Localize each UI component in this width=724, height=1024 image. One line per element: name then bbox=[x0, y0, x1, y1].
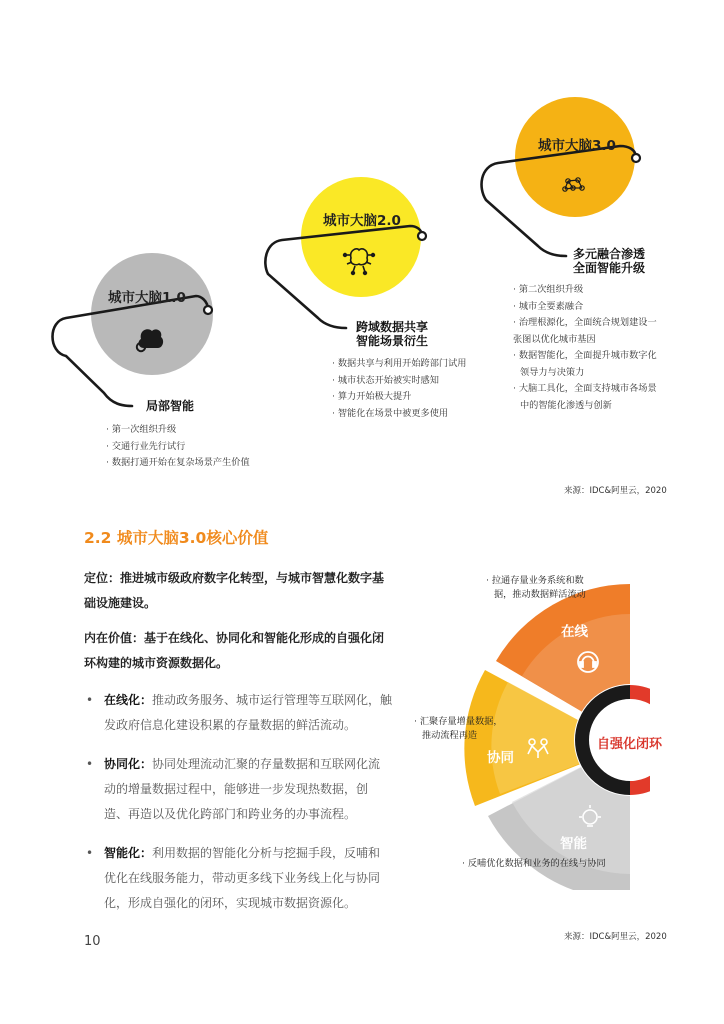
center-label: 自强化闭环 bbox=[597, 737, 663, 752]
list-item-intelligence: • 智能化：利用数据的智能化分析与挖掘手段，反哺和 优化在线服务能力，带动更多线下业务线上化与协同 化，形成自强化的闭环，实现城市数据资源化。 bbox=[86, 841, 416, 916]
list-item: 领导力与决策力 bbox=[520, 366, 585, 378]
figure-2-source: 来源：IDC&阿里云，2020 bbox=[564, 932, 667, 942]
list-item: · 治理根源化，全面统合规划建设一 bbox=[513, 315, 657, 332]
list-item: · 第二次组织升级 bbox=[513, 282, 657, 299]
page-number: 10 bbox=[84, 934, 101, 949]
note-collab: · 汇聚存量增量数据， 推动流程再造 bbox=[414, 716, 503, 741]
list-item: · 交通行业先行试行 bbox=[106, 439, 250, 456]
segment-intel-label: 智能 bbox=[560, 836, 587, 852]
bubble-3-title: 城市大脑3.0 bbox=[538, 138, 616, 154]
path-3-dot bbox=[632, 154, 640, 162]
list-item: · 大脑工具化，全面支持城市各场景 bbox=[513, 381, 657, 398]
list-item: · 数据打通开始在复杂场景产生价值 bbox=[106, 455, 250, 472]
note-intel: · 反哺优化数据和业务的在线与协同 bbox=[462, 858, 606, 869]
path-2-dot bbox=[418, 232, 426, 240]
list-item: · 城市全要素融合 bbox=[513, 299, 657, 316]
list-item: 中的智能化渗透与创新 bbox=[520, 399, 612, 411]
path-1-dot bbox=[204, 306, 212, 314]
list-item: · 智能化在场景中被更多使用 bbox=[332, 406, 466, 423]
list-item-collaboration: • 协同化：协同处理流动汇聚的存量数据和互联网化流 动的增量数据过程中，能够进一步发现热数据，创 造、再造以及优化跨部门和跨业务的办事流程。 bbox=[86, 752, 416, 827]
list-item-online: • 在线化：推动政务服务、城市运行管理等互联网化，触 发政府信息化建设积累的存量数据的鲜活流动。 bbox=[86, 688, 416, 738]
figure-1-source: 来源：IDC&阿里云，2020 bbox=[564, 486, 667, 496]
stage-3-bullets bbox=[513, 282, 657, 414]
note-online: · 拉通存量业务系统和数 据，推动数据鲜活流动 bbox=[486, 575, 586, 600]
intrinsic-label: 内在价值： bbox=[84, 631, 145, 645]
list-item: 张图以优化城市基因 bbox=[513, 333, 596, 345]
positioning-label: 定位： bbox=[84, 571, 121, 585]
stage-1-bullets bbox=[106, 422, 250, 472]
bubble-1-title: 城市大脑1.0 bbox=[108, 290, 186, 306]
stage-2-title: 跨域数据共享 智能场景衍生 bbox=[356, 320, 429, 348]
stage-2-bullets bbox=[332, 356, 466, 422]
intrinsic-paragraph: 内在价值：基于在线化、协同化和智能化形成的自强化闭 环构建的城市资源数据化。 bbox=[84, 631, 385, 670]
positioning-paragraph: 定位：推进城市级政府数字化转型，与城市智慧化数字基 础设施建设。 bbox=[84, 571, 385, 610]
segment-online-label: 在线 bbox=[561, 624, 588, 640]
list-item: · 算力开始极大提升 bbox=[332, 389, 466, 406]
list-item: · 数据智能化，全面提升城市数字化 bbox=[513, 348, 657, 365]
bubble-1-circle bbox=[91, 253, 213, 375]
list-item: · 数据共享与利用开始跨部门试用 bbox=[332, 356, 466, 373]
value-list bbox=[86, 688, 416, 930]
bubble-2-title: 城市大脑2.0 bbox=[323, 213, 401, 229]
list-item: · 第一次组织升级 bbox=[106, 422, 250, 439]
stage-3-title: 多元融合渗透 全面智能升级 bbox=[573, 247, 646, 275]
section-title: 2.2 城市大脑3.0核心价值 bbox=[84, 529, 269, 547]
stage-1-title: 局部智能 bbox=[146, 399, 195, 413]
segment-collab-label: 协同 bbox=[487, 750, 514, 766]
list-item: · 城市状态开始被实时感知 bbox=[332, 373, 466, 390]
